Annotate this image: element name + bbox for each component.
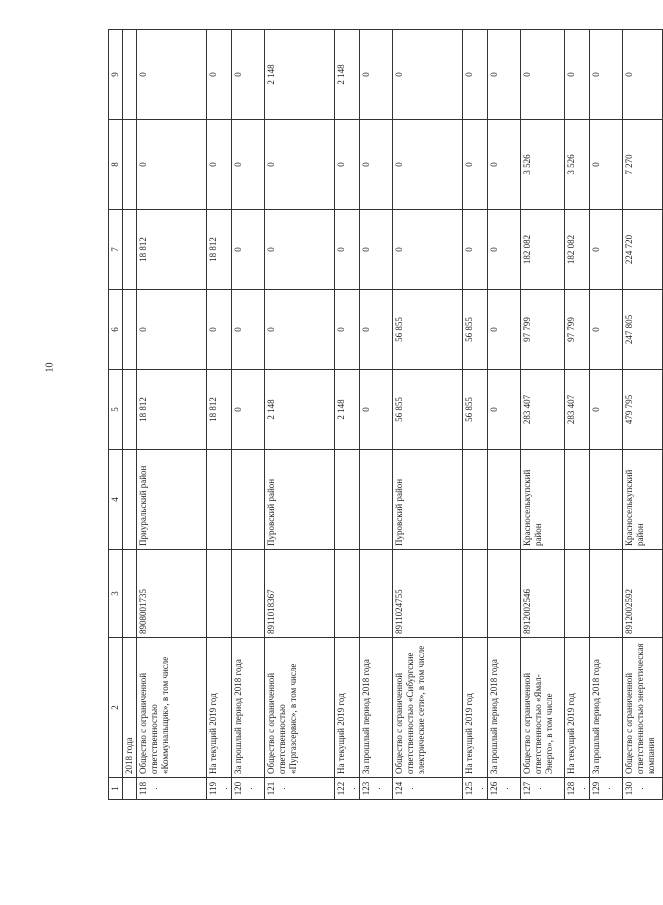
table-row: [207, 30, 232, 800]
table-row: [265, 30, 335, 800]
inn-cell: 8908001735: [137, 550, 207, 638]
row-number-cell: 128.: [565, 778, 590, 800]
name-cell: За прошлый период 2018 года: [590, 638, 623, 778]
inn-cell: 8911018367: [265, 550, 335, 638]
data-table: [108, 29, 663, 800]
row-number-cell: 122.: [335, 778, 360, 800]
value-cell: 0: [265, 210, 335, 290]
district-cell: [232, 450, 265, 550]
value-cell: 0: [488, 370, 521, 450]
value-cell: 56 855: [463, 370, 488, 450]
value-cell: 0: [590, 120, 623, 210]
value-cell: 3 526: [521, 120, 565, 210]
value-cell: 0: [207, 30, 232, 120]
inn-cell: [207, 550, 232, 638]
value-cell: 0: [137, 290, 207, 370]
value-cell: 0: [232, 210, 265, 290]
page-number: 10: [44, 362, 56, 373]
value-cell: 2 148: [265, 30, 335, 120]
value-cell: 2 148: [265, 370, 335, 450]
inn-cell: 8912002546: [521, 550, 565, 638]
header-cell: 6: [109, 290, 123, 370]
value-cell: 0: [335, 120, 360, 210]
value-cell: 0: [232, 30, 265, 120]
inn-cell: [590, 550, 623, 638]
continuation-row: [123, 30, 137, 800]
table-row: [623, 30, 663, 800]
value-cell: 97 799: [521, 290, 565, 370]
value-cell: 0: [463, 30, 488, 120]
value-cell: 56 855: [393, 370, 463, 450]
value-cell: 0: [488, 30, 521, 120]
value-cell: 97 799: [565, 290, 590, 370]
value-cell: 0: [335, 290, 360, 370]
inn-cell: [360, 550, 393, 638]
name-cell: За прошлый период 2018 года: [232, 638, 265, 778]
value-cell: 0: [590, 290, 623, 370]
table-row: [137, 30, 207, 800]
row-number-cell: 120.: [232, 778, 265, 800]
district-cell: [335, 450, 360, 550]
value-cell: 0: [590, 370, 623, 450]
row-number-cell: 124.: [393, 778, 463, 800]
value-cell: 0: [463, 120, 488, 210]
name-cell: На текущий 2019 год: [565, 638, 590, 778]
header-cell: 7: [109, 210, 123, 290]
value-cell: 182 082: [565, 210, 590, 290]
name-cell: Общество с ограниченной ответственностью энергетическая компания: [623, 638, 663, 778]
value-cell: 0: [488, 120, 521, 210]
row-number-cell: 118.: [137, 778, 207, 800]
district-cell: [463, 450, 488, 550]
table-row: [232, 30, 265, 800]
value-cell: 18 812: [207, 370, 232, 450]
inn-cell: [463, 550, 488, 638]
value-cell: 0: [137, 120, 207, 210]
value-cell: 18 812: [137, 210, 207, 290]
district-cell: Приуральский район: [137, 450, 207, 550]
value-cell: 0: [488, 210, 521, 290]
table-row: [488, 30, 521, 800]
table-row: [393, 30, 463, 800]
value-cell: 0: [360, 290, 393, 370]
value-cell: 479 795: [623, 370, 663, 450]
table-row: [463, 30, 488, 800]
value-cell: 0: [488, 290, 521, 370]
row-number-cell: 125.: [463, 778, 488, 800]
inn-cell: [232, 550, 265, 638]
district-cell: [488, 450, 521, 550]
value-cell: 0: [590, 210, 623, 290]
value-cell: 3 526: [565, 120, 590, 210]
district-cell: Пуровский район: [265, 450, 335, 550]
name-cell: Общество с ограниченной ответственностью «Коммунальщик», в том числе: [137, 638, 207, 778]
value-cell: 0: [393, 120, 463, 210]
name-cell: На текущий 2019 год: [463, 638, 488, 778]
header-cell: 2: [109, 638, 123, 778]
value-cell: 0: [360, 30, 393, 120]
district-cell: [207, 450, 232, 550]
table-row: [360, 30, 393, 800]
cont-cell: [123, 210, 137, 290]
table-row: [565, 30, 590, 800]
table-row: [335, 30, 360, 800]
header-cell: 3: [109, 550, 123, 638]
value-cell: 0: [137, 30, 207, 120]
value-cell: 0: [232, 370, 265, 450]
name-cell: За прошлый период 2018 года: [360, 638, 393, 778]
value-cell: 0: [232, 290, 265, 370]
cont-cell: [123, 550, 137, 638]
value-cell: 0: [590, 30, 623, 120]
value-cell: 224 720: [623, 210, 663, 290]
value-cell: 2 148: [335, 30, 360, 120]
cont-cell: [123, 290, 137, 370]
value-cell: 7 270: [623, 120, 663, 210]
inn-cell: [565, 550, 590, 638]
table-row: [521, 30, 565, 800]
name-cell: На текущий 2019 год: [335, 638, 360, 778]
header-cell: 8: [109, 120, 123, 210]
district-cell: [360, 450, 393, 550]
value-cell: 0: [360, 370, 393, 450]
value-cell: 0: [393, 210, 463, 290]
name-cell: На текущий 2019 год: [207, 638, 232, 778]
row-number-cell: 123.: [360, 778, 393, 800]
value-cell: 18 812: [137, 370, 207, 450]
cont-cell: [123, 30, 137, 120]
cont-cell: [123, 778, 137, 800]
value-cell: 0: [623, 30, 663, 120]
value-cell: 283 407: [521, 370, 565, 450]
header-cell: 5: [109, 370, 123, 450]
cont-cell: [123, 370, 137, 450]
header-cell: 9: [109, 30, 123, 120]
value-cell: 18 812: [207, 210, 232, 290]
value-cell: 0: [265, 290, 335, 370]
inn-cell: 8911024755: [393, 550, 463, 638]
value-cell: 283 407: [565, 370, 590, 450]
cont-cell: [123, 450, 137, 550]
value-cell: 0: [232, 120, 265, 210]
value-cell: 56 855: [393, 290, 463, 370]
cont-cell: [123, 120, 137, 210]
value-cell: 0: [565, 30, 590, 120]
name-cell: Общество с ограниченной ответственностью «Ямал-Энерго», в том числе: [521, 638, 565, 778]
district-cell: Красноселькупский район: [623, 450, 663, 550]
value-cell: 0: [335, 210, 360, 290]
value-cell: 182 082: [521, 210, 565, 290]
value-cell: 2 148: [335, 370, 360, 450]
value-cell: 0: [521, 30, 565, 120]
name-cell: Общество с ограниченной ответственностью «Пургазсервис», в том числе: [265, 638, 335, 778]
district-cell: [590, 450, 623, 550]
value-cell: 0: [463, 210, 488, 290]
header-cell: 1: [109, 778, 123, 800]
district-cell: Пуровский район: [393, 450, 463, 550]
value-cell: 0: [265, 120, 335, 210]
name-cell: За прошлый период 2018 года: [488, 638, 521, 778]
inn-cell: [335, 550, 360, 638]
district-cell: [565, 450, 590, 550]
rotated-table-container: [108, 30, 656, 800]
value-cell: 247 805: [623, 290, 663, 370]
table-row: [590, 30, 623, 800]
row-number-cell: 129.: [590, 778, 623, 800]
district-cell: Красноселькупский район: [521, 450, 565, 550]
row-number-cell: 127.: [521, 778, 565, 800]
row-number-cell: 119.: [207, 778, 232, 800]
column-number-row: [109, 30, 123, 800]
row-number-cell: 126.: [488, 778, 521, 800]
row-number-cell: 130.: [623, 778, 663, 800]
value-cell: 56 855: [463, 290, 488, 370]
value-cell: 0: [360, 210, 393, 290]
value-cell: 0: [207, 290, 232, 370]
value-cell: 0: [207, 120, 232, 210]
inn-cell: [488, 550, 521, 638]
value-cell: 0: [360, 120, 393, 210]
value-cell: 0: [393, 30, 463, 120]
header-cell: 4: [109, 450, 123, 550]
inn-cell: 8912002592: [623, 550, 663, 638]
cont-cell: 2018 года: [123, 638, 137, 778]
name-cell: Общество с ограниченной ответственностью «Сибургские электрические сети», в том числе: [393, 638, 463, 778]
row-number-cell: 121.: [265, 778, 335, 800]
